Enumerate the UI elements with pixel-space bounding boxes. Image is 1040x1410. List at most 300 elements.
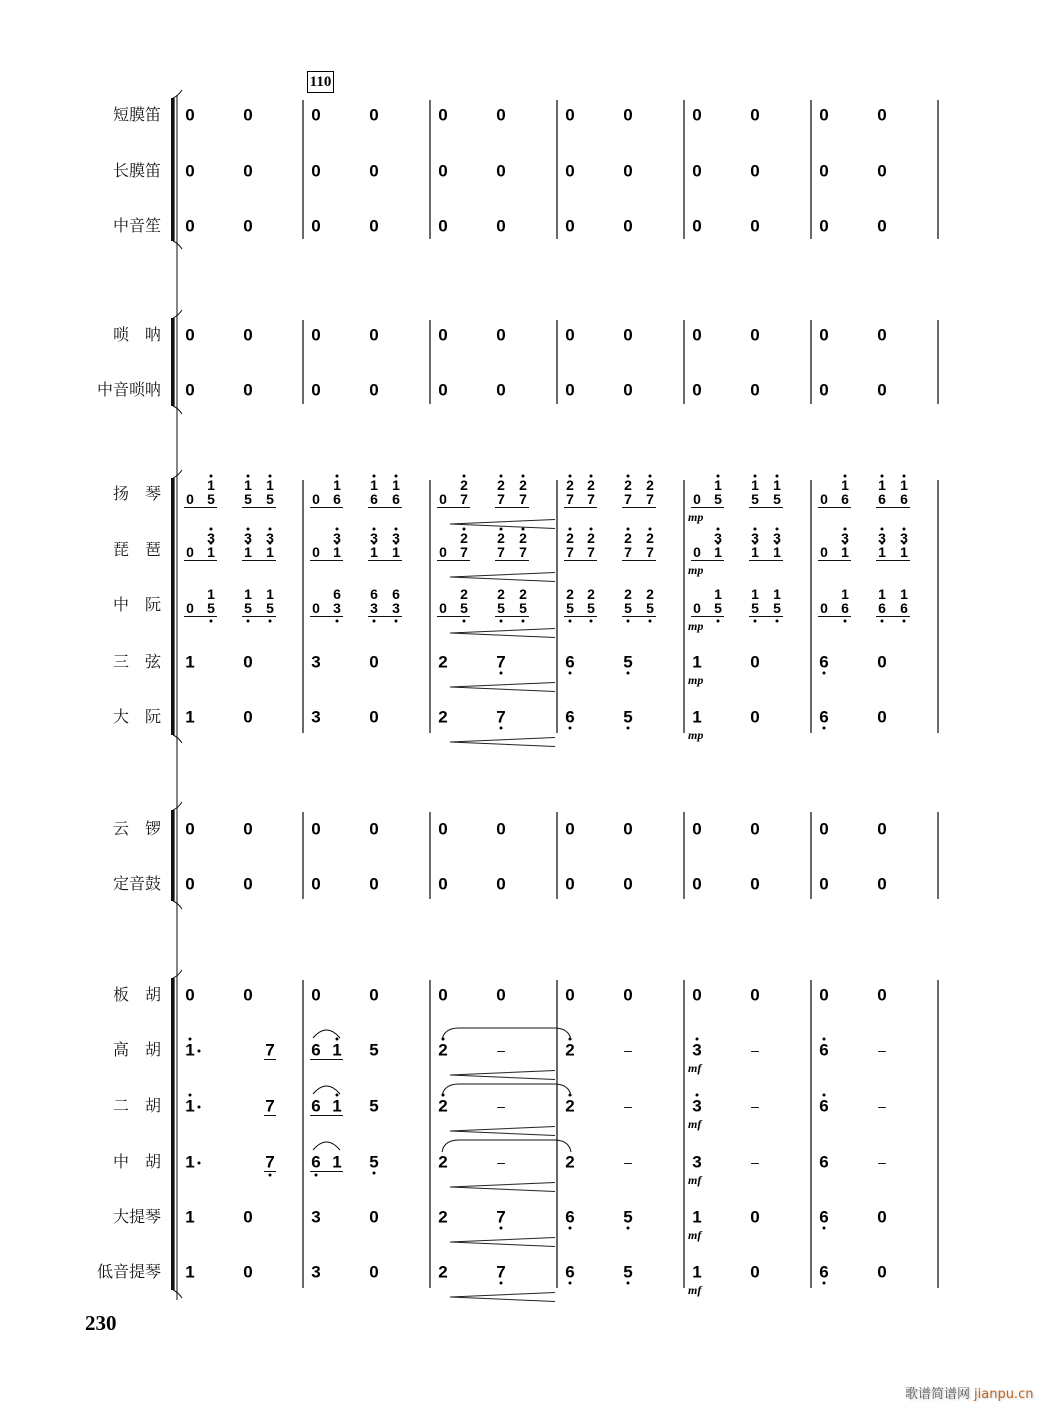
chord-lower-note: 3 — [333, 600, 341, 616]
dynamic-marking: mp — [688, 619, 704, 633]
octave-dot-above — [395, 528, 398, 531]
chord-lower-note: 1 — [333, 544, 341, 560]
instrument-label: 板 胡 — [112, 985, 161, 1004]
note: 0 — [565, 216, 575, 236]
rehearsal-mark: 110 — [307, 71, 334, 93]
note: 0 — [186, 491, 194, 507]
note: 1 — [185, 1096, 195, 1116]
chord-upper-note: 2 — [566, 477, 574, 493]
chord-upper-note: 1 — [841, 586, 849, 602]
octave-dot-below — [569, 1227, 572, 1230]
chord-lower-note: 6 — [878, 491, 886, 507]
note: 0 — [819, 105, 829, 125]
chord-lower-note: 6 — [392, 491, 400, 507]
eighth-underline — [310, 560, 343, 561]
eighth-underline — [876, 616, 910, 617]
note: 6 — [311, 1152, 321, 1172]
eighth-underline — [310, 507, 343, 508]
chord-lower-note: 5 — [207, 600, 215, 616]
chord-lower-note: 5 — [714, 491, 722, 507]
note: 0 — [820, 600, 828, 616]
octave-dot-below — [627, 1282, 630, 1285]
octave-dot-below — [627, 727, 630, 730]
chord-lower-note: 6 — [841, 600, 849, 616]
chord-upper-note: 3 — [841, 530, 849, 546]
note: 1 — [692, 1207, 702, 1227]
octave-dot-above — [881, 475, 884, 478]
note: 0 — [877, 652, 887, 672]
chord-upper-note: 1 — [207, 477, 215, 493]
eighth-underline — [368, 560, 402, 561]
note: 0 — [565, 380, 575, 400]
chord-lower-note: 1 — [900, 544, 908, 560]
octave-dot-above — [590, 475, 593, 478]
note: 0 — [369, 325, 379, 345]
note: 0 — [877, 707, 887, 727]
note: 0 — [185, 819, 195, 839]
chord-upper-note: 1 — [392, 477, 400, 493]
eighth-underline — [184, 507, 217, 508]
octave-dot-above — [189, 1094, 192, 1097]
note: 5 — [369, 1152, 379, 1172]
note: 2 — [565, 1152, 575, 1172]
note: 0 — [311, 819, 321, 839]
eighth-underline — [622, 616, 656, 617]
instrument-label: 定音鼓 — [112, 874, 161, 893]
note: 0 — [565, 874, 575, 894]
sustain-dash: – — [624, 1154, 632, 1170]
note: 0 — [565, 325, 575, 345]
note: 0 — [369, 985, 379, 1005]
note: 0 — [496, 216, 506, 236]
chord-upper-note: 3 — [244, 530, 252, 546]
note: 0 — [692, 380, 702, 400]
instrument-label: 大 阮 — [112, 707, 161, 726]
note: 0 — [369, 1207, 379, 1227]
sustain-dash: – — [751, 1042, 759, 1058]
chord-lower-note: 1 — [207, 544, 215, 560]
note: 0 — [877, 819, 887, 839]
chord-upper-note: 2 — [587, 477, 595, 493]
note: 0 — [243, 216, 253, 236]
octave-dot-below — [776, 620, 779, 623]
chord-upper-note: 2 — [587, 586, 595, 602]
eighth-underline — [368, 507, 402, 508]
note: 0 — [750, 985, 760, 1005]
note: 6 — [565, 1207, 575, 1227]
augmentation-dot — [198, 1106, 201, 1109]
octave-dot-below — [903, 620, 906, 623]
note: 0 — [311, 380, 321, 400]
eighth-underline — [437, 560, 470, 561]
note: 0 — [311, 874, 321, 894]
chord-lower-note: 7 — [624, 544, 632, 560]
instrument-label: 二 胡 — [112, 1096, 161, 1115]
note: 0 — [496, 105, 506, 125]
chord-lower-note: 7 — [497, 491, 505, 507]
octave-dot-below — [754, 620, 757, 623]
instrument-label: 中音笙 — [112, 216, 161, 235]
octave-dot-above — [649, 475, 652, 478]
augmentation-dot — [198, 1050, 201, 1053]
eighth-underline — [876, 507, 910, 508]
octave-dot-above — [627, 475, 630, 478]
note: 5 — [623, 1207, 633, 1227]
octave-dot-above — [442, 1094, 445, 1097]
dynamic-marking: mf — [688, 1061, 702, 1075]
octave-dot-above — [522, 475, 525, 478]
note: 0 — [496, 325, 506, 345]
note: 0 — [438, 105, 448, 125]
note: 7 — [496, 1262, 506, 1282]
note: 0 — [750, 161, 760, 181]
note: 2 — [565, 1096, 575, 1116]
eighth-underline — [242, 507, 276, 508]
note: 0 — [185, 105, 195, 125]
octave-dot-above — [881, 528, 884, 531]
note: 0 — [750, 1207, 760, 1227]
note: 0 — [692, 985, 702, 1005]
chord-upper-note: 2 — [519, 530, 527, 546]
note: 0 — [877, 216, 887, 236]
dynamic-marking: mf — [688, 1283, 702, 1297]
dynamic-marking: mf — [688, 1173, 702, 1187]
note: 0 — [243, 652, 253, 672]
page-number: 230 — [85, 1311, 117, 1335]
note: 0 — [750, 1262, 760, 1282]
dynamic-marking: mp — [688, 673, 704, 687]
eighth-underline — [818, 616, 851, 617]
chord-upper-note: 6 — [392, 586, 400, 602]
note: 5 — [369, 1040, 379, 1060]
chord-lower-note: 5 — [751, 491, 759, 507]
chord-lower-note: 6 — [841, 491, 849, 507]
note: 0 — [369, 216, 379, 236]
note: 0 — [750, 380, 760, 400]
octave-dot-above — [463, 528, 466, 531]
chord-lower-note: 5 — [751, 600, 759, 616]
note: 1 — [332, 1096, 342, 1116]
octave-dot-below — [717, 620, 720, 623]
chord-upper-note: 3 — [773, 530, 781, 546]
octave-dot-below — [627, 672, 630, 675]
chord-lower-note: 6 — [333, 491, 341, 507]
note: 6 — [565, 1262, 575, 1282]
chord-lower-note: 6 — [370, 491, 378, 507]
note: 0 — [750, 874, 760, 894]
note: 3 — [311, 652, 321, 672]
sustain-dash: – — [497, 1098, 505, 1114]
dynamic-marking: mp — [688, 510, 704, 524]
note: 2 — [438, 707, 448, 727]
eighth-underline — [184, 560, 217, 561]
octave-dot-above — [247, 528, 250, 531]
note: 0 — [565, 985, 575, 1005]
note: 0 — [692, 819, 702, 839]
chord-upper-note: 1 — [244, 477, 252, 493]
note: 5 — [623, 707, 633, 727]
chord-upper-note: 1 — [751, 586, 759, 602]
chord-lower-note: 5 — [244, 600, 252, 616]
note: 7 — [265, 1096, 275, 1116]
note: 0 — [877, 985, 887, 1005]
eighth-underline — [564, 507, 597, 508]
note: 3 — [692, 1096, 702, 1116]
eighth-underline — [622, 507, 656, 508]
note: 5 — [369, 1096, 379, 1116]
note: 0 — [750, 325, 760, 345]
note: 6 — [819, 707, 829, 727]
augmentation-dot — [198, 1162, 201, 1165]
note: 0 — [185, 325, 195, 345]
note: 0 — [565, 819, 575, 839]
eighth-underline — [564, 616, 597, 617]
chord-upper-note: 2 — [519, 477, 527, 493]
octave-dot-above — [903, 528, 906, 531]
chord-lower-note: 3 — [370, 600, 378, 616]
chord-upper-note: 1 — [244, 586, 252, 602]
note: 0 — [496, 874, 506, 894]
note: 7 — [265, 1152, 275, 1172]
chord-upper-note: 1 — [841, 477, 849, 493]
chord-upper-note: 2 — [566, 530, 574, 546]
note: 6 — [819, 1040, 829, 1060]
note: 0 — [496, 985, 506, 1005]
note: 0 — [311, 161, 321, 181]
chord-lower-note: 5 — [566, 600, 574, 616]
eighth-underline — [691, 560, 724, 561]
eighth-underline — [495, 560, 529, 561]
octave-dot-above — [754, 475, 757, 478]
note: 0 — [438, 380, 448, 400]
chord-lower-note: 6 — [878, 600, 886, 616]
note: 7 — [496, 652, 506, 672]
note: 0 — [750, 652, 760, 672]
note: 0 — [693, 544, 701, 560]
note: 0 — [186, 600, 194, 616]
chord-lower-note: 7 — [587, 491, 595, 507]
eighth-underline — [437, 616, 470, 617]
octave-dot-above — [210, 475, 213, 478]
chord-lower-note: 5 — [207, 491, 215, 507]
sustain-dash: – — [497, 1042, 505, 1058]
octave-dot-below — [627, 620, 630, 623]
note: 0 — [877, 105, 887, 125]
octave-dot-above — [823, 1038, 826, 1041]
note: 0 — [311, 985, 321, 1005]
note: 0 — [819, 161, 829, 181]
note: 0 — [369, 652, 379, 672]
chord-upper-note: 3 — [714, 530, 722, 546]
note: 0 — [311, 325, 321, 345]
octave-dot-above — [500, 528, 503, 531]
instrument-label: 低音提琴 — [96, 1262, 161, 1281]
octave-dot-below — [500, 1282, 503, 1285]
chord-upper-note: 2 — [624, 586, 632, 602]
note: 0 — [820, 544, 828, 560]
octave-dot-below — [373, 1172, 376, 1175]
octave-dot-above — [776, 528, 779, 531]
instrument-label: 大提琴 — [112, 1207, 161, 1226]
chord-lower-note: 7 — [460, 491, 468, 507]
note: 0 — [243, 985, 253, 1005]
chord-upper-note: 2 — [497, 477, 505, 493]
octave-dot-above — [395, 475, 398, 478]
instrument-label: 唢 呐 — [112, 325, 161, 344]
note: 0 — [186, 544, 194, 560]
chord-upper-note: 1 — [878, 586, 886, 602]
note: 5 — [623, 652, 633, 672]
note: 1 — [185, 1040, 195, 1060]
sustain-dash: – — [878, 1042, 886, 1058]
note: 0 — [369, 105, 379, 125]
octave-dot-below — [627, 1227, 630, 1230]
note: 0 — [243, 1207, 253, 1227]
note: 0 — [565, 161, 575, 181]
note: 0 — [692, 874, 702, 894]
octave-dot-above — [500, 475, 503, 478]
octave-dot-above — [336, 1094, 339, 1097]
note: 0 — [819, 216, 829, 236]
octave-dot-below — [649, 620, 652, 623]
note: 0 — [243, 819, 253, 839]
note: 0 — [312, 544, 320, 560]
note: 0 — [311, 105, 321, 125]
chord-lower-note: 5 — [714, 600, 722, 616]
note: 0 — [623, 325, 633, 345]
note: 0 — [623, 874, 633, 894]
note: 5 — [623, 1262, 633, 1282]
chord-upper-note: 3 — [878, 530, 886, 546]
note: 0 — [623, 819, 633, 839]
note: 6 — [565, 707, 575, 727]
note: 7 — [265, 1040, 275, 1060]
note: 0 — [312, 600, 320, 616]
octave-dot-above — [569, 475, 572, 478]
chord-lower-note: 5 — [624, 600, 632, 616]
eighth-underline — [818, 560, 851, 561]
octave-dot-below — [823, 1227, 826, 1230]
octave-dot-below — [336, 620, 339, 623]
eighth-underline — [622, 560, 656, 561]
octave-dot-above — [696, 1094, 699, 1097]
instrument-label: 扬 琴 — [112, 484, 161, 503]
note: 1 — [332, 1152, 342, 1172]
note: 0 — [439, 491, 447, 507]
chord-lower-note: 7 — [587, 544, 595, 560]
chord-upper-note: 3 — [392, 530, 400, 546]
chord-upper-note: 3 — [266, 530, 274, 546]
note: 0 — [565, 105, 575, 125]
note: 6 — [819, 1096, 829, 1116]
octave-dot-above — [522, 528, 525, 531]
eighth-underline — [495, 507, 529, 508]
chord-upper-note: 1 — [773, 477, 781, 493]
chord-upper-note: 3 — [207, 530, 215, 546]
chord-upper-note: 1 — [370, 477, 378, 493]
eighth-underline — [368, 616, 402, 617]
note: 0 — [439, 544, 447, 560]
chord-lower-note: 5 — [497, 600, 505, 616]
chord-lower-note: 3 — [392, 600, 400, 616]
octave-dot-below — [590, 620, 593, 623]
octave-dot-below — [522, 620, 525, 623]
note: 0 — [243, 325, 253, 345]
note: 0 — [750, 819, 760, 839]
chord-lower-note: 1 — [878, 544, 886, 560]
octave-dot-below — [569, 727, 572, 730]
note: 0 — [243, 874, 253, 894]
note: 0 — [369, 380, 379, 400]
chord-lower-note: 5 — [266, 600, 274, 616]
chord-upper-note: 2 — [624, 477, 632, 493]
note: 6 — [311, 1096, 321, 1116]
chord-upper-note: 1 — [207, 586, 215, 602]
note: 0 — [243, 105, 253, 125]
octave-dot-above — [336, 1038, 339, 1041]
note: 0 — [877, 874, 887, 894]
octave-dot-below — [844, 620, 847, 623]
note: 0 — [185, 874, 195, 894]
watermark-site-name: 歌谱简谱网 — [905, 1387, 971, 1402]
note: 0 — [623, 985, 633, 1005]
eighth-underline — [184, 616, 217, 617]
octave-dot-above — [844, 475, 847, 478]
note: 3 — [692, 1152, 702, 1172]
chord-lower-note: 5 — [773, 600, 781, 616]
note: 0 — [439, 600, 447, 616]
note: 0 — [692, 105, 702, 125]
note: 0 — [750, 216, 760, 236]
sustain-dash: – — [497, 1154, 505, 1170]
chord-upper-note: 6 — [333, 586, 341, 602]
octave-dot-above — [336, 475, 339, 478]
chord-upper-note: 2 — [460, 530, 468, 546]
chord-upper-note: 6 — [370, 586, 378, 602]
note: 1 — [332, 1040, 342, 1060]
octave-dot-below — [569, 620, 572, 623]
chord-lower-note: 1 — [370, 544, 378, 560]
chord-upper-note: 1 — [900, 586, 908, 602]
note: 6 — [819, 1262, 829, 1282]
note: 3 — [311, 707, 321, 727]
watermark-domain: jianpu.cn — [974, 1387, 1034, 1402]
chord-upper-note: 2 — [646, 530, 654, 546]
eighth-underline — [749, 560, 783, 561]
chord-lower-note: 1 — [392, 544, 400, 560]
octave-dot-below — [500, 727, 503, 730]
octave-dot-above — [373, 475, 376, 478]
chord-lower-note: 7 — [519, 491, 527, 507]
note: 0 — [185, 380, 195, 400]
note: 2 — [438, 1096, 448, 1116]
eighth-underline — [310, 616, 343, 617]
eighth-underline — [749, 507, 783, 508]
note: 0 — [692, 216, 702, 236]
note: 0 — [877, 325, 887, 345]
note: 0 — [243, 707, 253, 727]
note: 0 — [877, 1207, 887, 1227]
chord-lower-note: 1 — [751, 544, 759, 560]
chord-upper-note: 2 — [646, 477, 654, 493]
note: 3 — [311, 1207, 321, 1227]
note: 0 — [496, 380, 506, 400]
octave-dot-above — [210, 528, 213, 531]
octave-dot-below — [269, 1174, 272, 1177]
note: 0 — [820, 491, 828, 507]
note: 0 — [185, 985, 195, 1005]
chord-upper-note: 2 — [566, 586, 574, 602]
